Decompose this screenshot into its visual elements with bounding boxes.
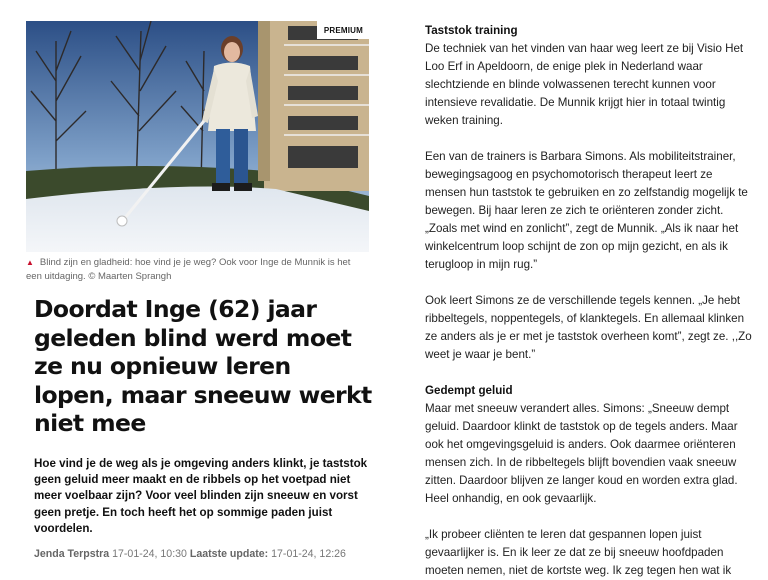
paragraph-5: „Ik probeer cliënten te leren dat gespannen lopen juist gevaarlijker is. En ik leer ze dat ze bij sneeuw hoofdpaden moeten nemen, niet de kortste weg. Ik zeg tegen hen wat ik xyxy=(425,528,732,577)
byline-updated: 17-01-24, 12:26 xyxy=(271,548,346,560)
article-photo[interactable] xyxy=(26,21,369,252)
article-lead: Hoe vind je de weg als je omgeving anders klinkt, je taststok geen geluid meer maakt en de ribbels op het voetpad niet meer voelbaar zijn? Voor veel blinden zijn sneeuw en vorst geen pretje. En toch heeft het op sommige paden juist voordelen. xyxy=(34,457,368,535)
byline-author[interactable]: Jenda Terpstra xyxy=(34,548,110,560)
article-headline: Doordat Inge (62) jaar geleden blind werd moet ze nu opnieuw leren lopen, maar sneeuw werkt niet mee xyxy=(34,295,372,437)
photo-illustration xyxy=(26,21,369,252)
caption-triangle-icon: ▲ xyxy=(26,258,34,267)
byline-published: 17-01-24, 10:30 xyxy=(112,548,187,560)
article-body xyxy=(425,22,755,580)
photo-caption xyxy=(26,256,366,284)
byline xyxy=(34,548,379,560)
section-heading-taststok: Taststok training xyxy=(425,24,518,37)
paragraph-3: Ook leert Simons ze de verschillende tegels kennen. „Je hebt ribbeltegels, noppentegels, of klanktegels. En allemaal klinken ze anders als je er met je taststok overheen komt”, zegt ze. ,,Zo weet je waar je bent.” xyxy=(425,294,752,361)
caption-text: Blind zijn en gladheid: hoe vind je je weg? Ook voor Inge de Munnik is het een uitdaging. © Maarten Sprangh xyxy=(26,257,351,282)
paragraph-1: De techniek van het vinden van haar weg leert ze bij Visio Het Loo Erf in Apeldoorn, de enige plek in Nederland waar slechtziende en blinde volwassenen terecht kunnen voor intensieve revalidatie. De Munnik krijgt hier in totaal twintig weken training. xyxy=(425,42,744,127)
premium-badge: PREMIUM xyxy=(317,21,369,39)
paragraph-2: Een van de trainers is Barbara Simons. Als mobiliteitstrainer, bewegingsagoog en psychomotorisch therapeut leert ze mensen hun taststok te gebruiken en zo zelfstandig mogelijk te bewegen. Bij haar leren ze zich te oriënteren zonder zicht. „Zoals met wind en zonlicht”, zegt de Munnik. „Als ik naar het winkelcentrum loop schijnt de zon op mijn gezicht, en als ik terugloop in mijn rug.” xyxy=(425,150,748,271)
paragraph-4: Maar met sneeuw verandert alles. Simons: „Sneeuw dempt geluid. Daardoor klinkt de taststok op de tegels anders. Maar ook het omgevingsgeluid is anders. Ook daarmee oriënteren mensen zich. In de ribbeltegels blijft bovendien vaak sneeuw zitten. Daardoor blijven ze langer koud en worden extra glad. Heel onhandig, en ook gevaarlijk. xyxy=(425,402,738,505)
section-heading-gedempt: Gedempt geluid xyxy=(425,384,513,397)
byline-updated-label: Laatste update: xyxy=(189,548,269,560)
